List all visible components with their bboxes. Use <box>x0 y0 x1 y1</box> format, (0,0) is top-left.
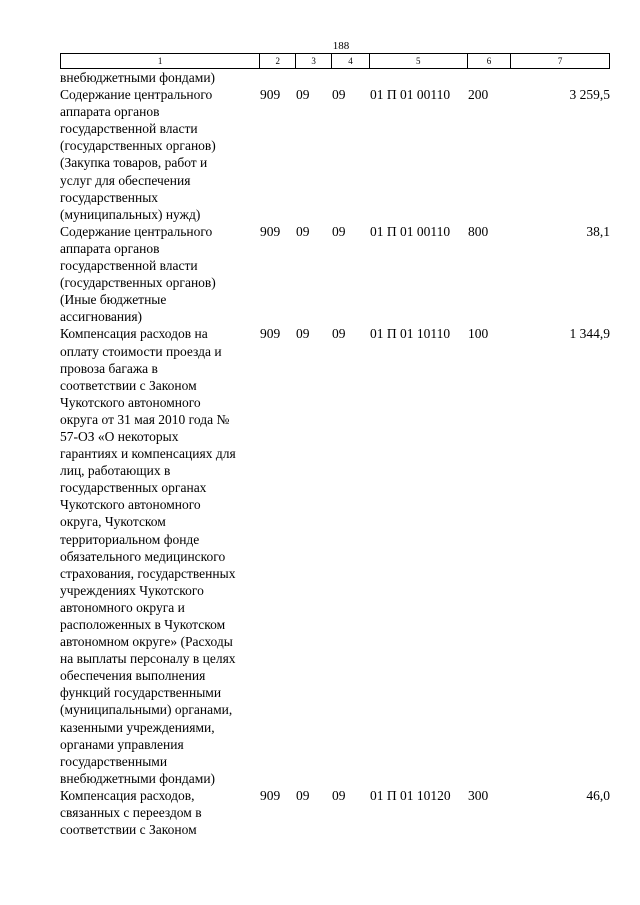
row-name: Содержание центрального аппарата органов государственной власти (государственных органов) (Закупка товаров, работ и услуг для обеспечения государственных (муниципальных) нужд) <box>60 87 216 222</box>
row-section: 09 <box>296 787 310 803</box>
header-cell-3: 3 <box>296 54 332 68</box>
header-cell-1: 1 <box>61 54 260 68</box>
page-number: 188 <box>332 40 350 52</box>
row-admin-code: 909 <box>260 326 281 342</box>
row-subsection: 09 <box>332 87 346 103</box>
header-cell-2: 2 <box>260 54 296 68</box>
row-amount <box>512 69 610 86</box>
table-row <box>60 69 610 86</box>
row-section: 09 <box>296 223 310 239</box>
row-section: 09 <box>296 326 310 342</box>
row-amount: 3 259,5 <box>569 87 610 103</box>
row-target-code: 01 П 01 00110 <box>370 223 451 239</box>
table-row <box>60 223 610 326</box>
row-admin-code: 909 <box>260 87 281 103</box>
row-admin-code: 909 <box>260 223 281 239</box>
row-name: Содержание центрального аппарата органов государственной власти (государственных органов) (Иные бюджетные ассигнования) <box>60 223 216 325</box>
row-name: Компенсация расходов на оплату стоимости проезда и провоза багажа в соответствии с Законом Чукотского автономного округа от 31 мая 2010 года № 57-ОЗ «О некоторых гарантиях и компенсациях для лиц, работающих в государственных органах Чукотского автономного округа, Чукотском территориальном фонде обязательного медицинского страхования, государственных учреждениях Чукотского автономного округа и расположенных в Чукотском автономном округе» (Расходы на выплаты персоналу в целях обеспечения выполнения функций государственными (муниципальными) органами, казенными учреждениями, органами управления государственными внебюджетными фондами) <box>60 326 236 786</box>
row-section: 09 <box>296 87 310 103</box>
row-subsection: 09 <box>332 223 346 239</box>
header-cell-7: 7 <box>557 56 563 66</box>
row-amount: 38,1 <box>586 223 610 239</box>
row-target-code: 01 П 01 10120 <box>370 787 451 803</box>
row-section <box>296 69 332 86</box>
row-amount: 1 344,9 <box>569 326 610 342</box>
row-expense-type: 300 <box>468 787 489 803</box>
row-name: Компенсация расходов, связанных с переездом в соответствии с Законом <box>60 787 202 838</box>
row-target-code: 01 П 01 10110 <box>370 326 451 342</box>
row-expense-type <box>468 69 512 86</box>
table-row <box>60 86 610 223</box>
header-cell-6: 6 <box>468 54 512 68</box>
table-header-row <box>60 53 610 69</box>
row-subsection: 09 <box>332 326 346 342</box>
row-admin-code <box>260 69 296 86</box>
row-target-code: 01 П 01 00110 <box>370 87 451 103</box>
row-amount: 46,0 <box>586 787 610 803</box>
row-subsection <box>332 69 370 86</box>
table-row <box>60 787 610 838</box>
table-row <box>60 325 610 787</box>
row-expense-type: 800 <box>468 223 489 239</box>
budget-table <box>60 53 610 838</box>
row-expense-type: 100 <box>468 326 489 342</box>
row-name: внебюджетными фондами) <box>60 70 216 85</box>
row-subsection: 09 <box>332 787 346 803</box>
header-cell-5: 5 <box>370 54 468 68</box>
header-cell-4: 4 <box>332 54 370 68</box>
row-expense-type: 200 <box>468 87 489 103</box>
row-admin-code: 909 <box>260 787 281 803</box>
row-target-code <box>370 69 468 86</box>
